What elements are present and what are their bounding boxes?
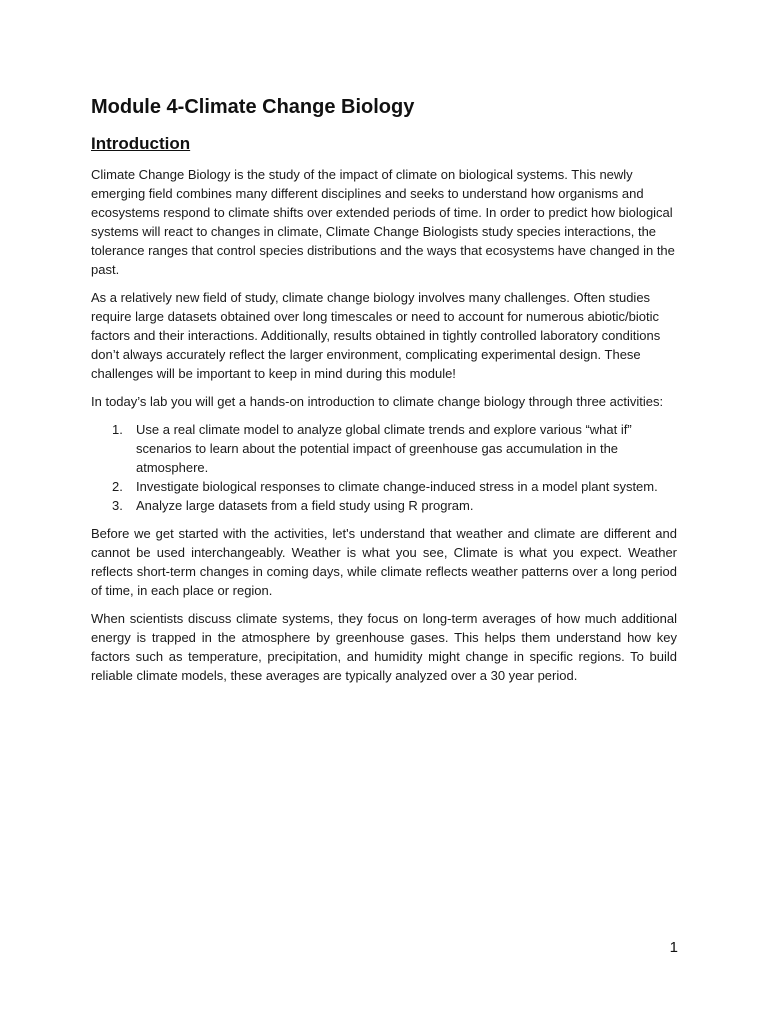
section-heading: Introduction	[91, 134, 191, 153]
climate-systems-paragraph: When scientists discuss climate systems, they focus on long-term averages of how much additional energy is trapped in the atmosphere by greenhouse gases. This helps them understand how key factors such as temperature, precipitation, and humidity might change in specific regions. To build reliable climate models, these averages are typically analyzed over a 30 year period.	[91, 611, 677, 683]
page-content	[91, 93, 677, 685]
list-item	[91, 477, 677, 496]
list-item	[91, 420, 677, 477]
list-item-text: Investigate biological responses to climate change-induced stress in a model plant system.	[136, 479, 658, 494]
lab-intro-paragraph: In today’s lab you will get a hands-on introduction to climate change biology through three activities:	[91, 394, 664, 409]
intro-paragraph: Climate Change Biology is the study of the impact of climate on biological systems. This newly emerging field combines many different disciplines and seeks to understand how organisms and ecosystems respond to climate shifts over extended periods of time. In order to predict how biological systems will react to changes in climate, Climate Change Biologists study species interactions, the tolerance ranges that control species distributions and the ways that ecosystems have changed in the past.	[91, 167, 675, 277]
page-number: 1	[669, 939, 678, 956]
page-title: Module 4-Climate Change Biology	[91, 96, 415, 118]
list-item	[91, 496, 677, 515]
activities-list	[91, 420, 677, 515]
list-item-text: Use a real climate model to analyze global climate trends and explore various “what if” scenarios to learn about the potential impact of greenhouse gas accumulation in the atmosphere.	[136, 422, 632, 475]
list-item-number: 3.	[112, 498, 123, 513]
weather-climate-paragraph: Before we get started with the activities, let's understand that weather and climate are different and cannot be used interchangeably. Weather is what you see, Climate is what you expect. Weather reflects short-term changes in coming days, while climate reflects weather patterns over a long period of time, in each place or region.	[91, 526, 677, 598]
challenges-paragraph: As a relatively new field of study, climate change biology involves many challenges. Often studies require large datasets obtained over long timescales or need to account for numerous abiotic/biotic factors and their interactions. Additionally, results obtained in tightly controlled laboratory conditions don’t always accurately reflect the larger environment, complicating experimental design. These challenges will be important to keep in mind during this module!	[91, 290, 661, 381]
list-item-number: 2.	[112, 479, 123, 494]
list-item-number: 1.	[112, 422, 123, 437]
list-item-text: Analyze large datasets from a field study using R program.	[136, 498, 474, 513]
